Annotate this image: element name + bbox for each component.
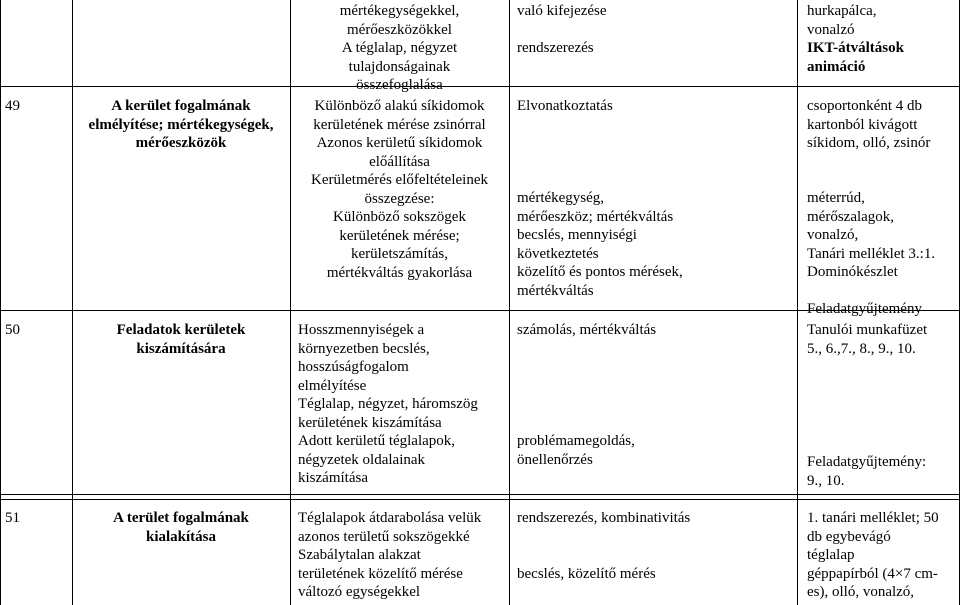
- lesson-number-50: 50: [5, 322, 20, 338]
- lesson-tools-49-bottom: méterrúd, mérőszalagok, vonalzó, Tanári melléklet 3.:1. Dominókészlet: [807, 190, 936, 280]
- row0-activities: mértékegységekkel, mérőeszközökkel A téglalap, négyzet tulajdonságainak összefoglalása: [339, 3, 460, 93]
- lesson-tools-51: 1. tanári melléklet; 50 db egybevágó téglalap géppapírból (4×7 cm- es), olló, vonalzó,: [807, 510, 939, 600]
- lesson-tools-50-top: Tanulói munkafüzet 5., 6.,7., 8., 9., 10.: [807, 322, 928, 357]
- lesson-competencies-51-bottom: becslés, közelítő mérés: [517, 566, 656, 582]
- column-divider-1: [72, 0, 73, 605]
- table-border-left: [0, 0, 1, 605]
- lesson-activities-50: Hosszmennyiségek a környezetben becslés, hosszúságfogalom elmélyítése Téglalap, négyzet, háromszög kerületének kiszámítása Adott kerületű téglalapok, négyzetek oldalainak kiszámítása: [298, 322, 478, 486]
- lesson-activities-49: Különböző alakú síkidomok kerületének mérése zsinórral Azonos kerületű síkidomok előállítása Kerületmérés előfeltételeinek összegzése: Különböző sokszögek kerületének mérése; kerületszámítás, mértékváltás gyakorlása: [311, 98, 488, 281]
- column-divider-3: [509, 0, 510, 605]
- lesson-competencies-49-top: Elvonatkoztatás: [517, 98, 613, 114]
- row-divider-51-top-b: [0, 499, 960, 500]
- lesson-number-49: 49: [5, 98, 20, 114]
- lesson-competencies-49-bottom: mértékegység, mérőeszköz; mértékváltás becslés, mennyiségi következtetés közelítő és pontos mérések, mértékváltás: [517, 190, 683, 299]
- column-divider-2: [290, 0, 291, 605]
- lesson-tools-49-feladatgyujtemeny: Feladatgyűjtemény: [807, 301, 922, 317]
- lesson-competencies-50-top: számolás, mértékváltás: [517, 322, 657, 338]
- lesson-tools-50-bottom: Feladatgyűjtemény: 9., 10.: [807, 454, 927, 489]
- lesson-competencies-50-bottom: problémamegoldás, önellenőrzés: [517, 433, 635, 468]
- column-divider-4: [797, 0, 798, 605]
- lesson-competencies-51-top: rendszerezés, kombinativitás: [517, 510, 691, 526]
- row0-competencies: való kifejezése rendszerezés: [517, 3, 607, 56]
- lesson-title-50: Feladatok kerületek kiszámítására: [116, 322, 246, 357]
- lesson-title-49: A kerület fogalmának elmélyítése; mértékegységek, mérőeszközök: [88, 98, 274, 151]
- row0-tools: hurkapálca, vonalzó IKT-átváltások animáció: [807, 3, 904, 75]
- lesson-activities-51: Téglalapok átdarabolása velük azonos területű sokszögekké Szabálytalan alakzat területének közelítő mérése változó egységekkel: [298, 510, 482, 600]
- lesson-title-51: A terület fogalmának kialakítása: [113, 510, 249, 545]
- lesson-tools-49-top: csoportonként 4 db kartonból kivágott síkidom, olló, zsinór: [807, 98, 931, 151]
- row-divider-51-top-a: [0, 494, 960, 495]
- lesson-number-51: 51: [5, 510, 20, 526]
